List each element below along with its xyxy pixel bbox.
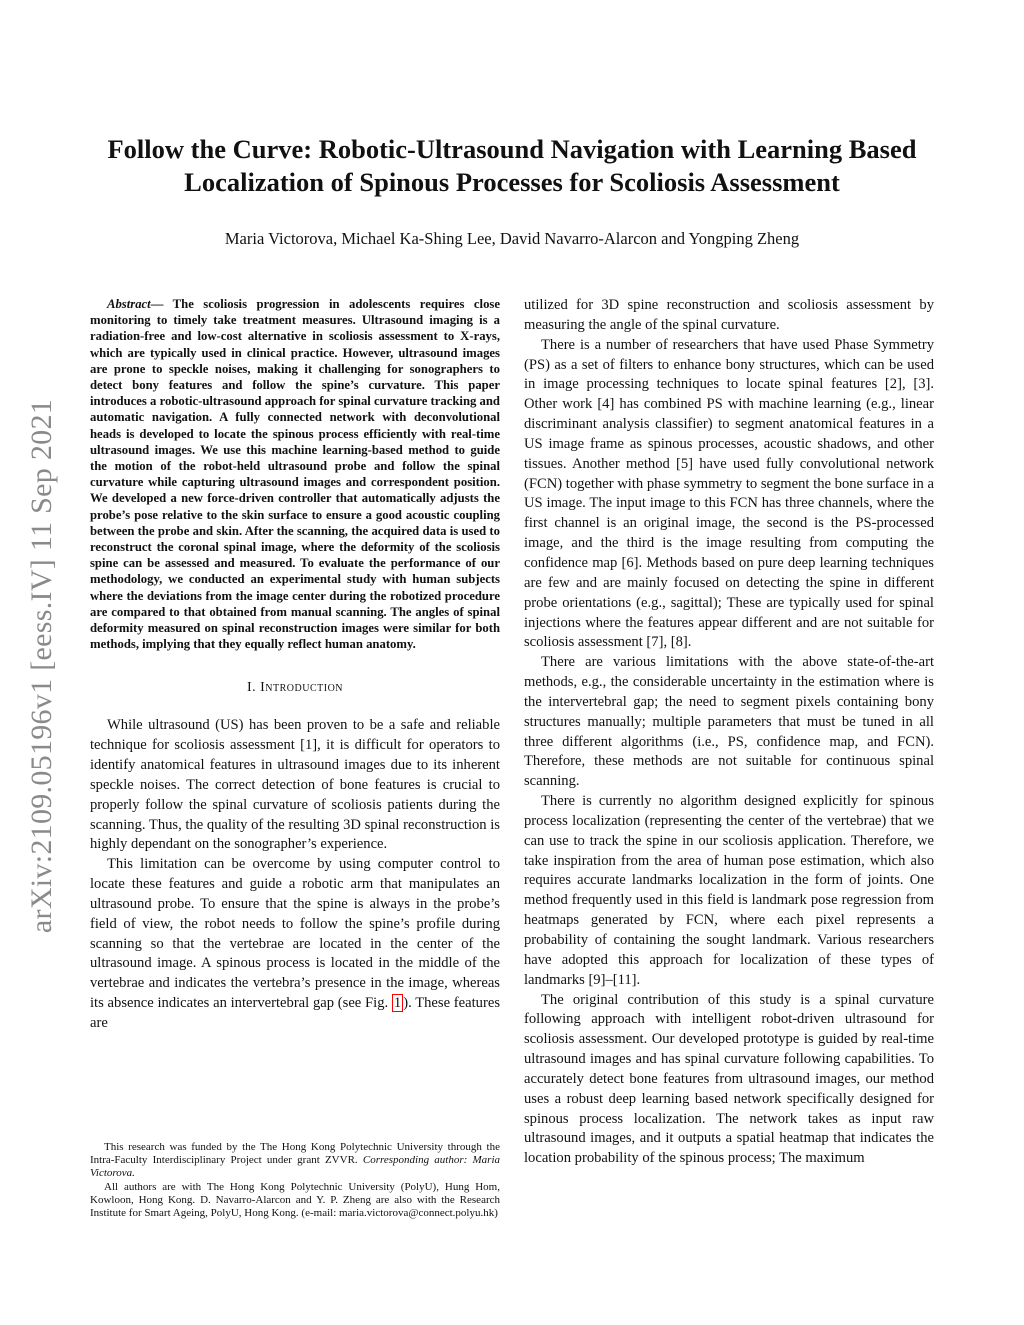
intro-paragraph-2	[90, 855, 500, 1034]
footnotes	[90, 1141, 500, 1220]
arxiv-identifier-text: arXiv:2109.05196v1 [eess.IV] 11 Sep 2021	[25, 398, 58, 934]
right-column	[524, 296, 934, 1169]
section-title: Introduction	[260, 680, 344, 696]
right-paragraph-2: There is a number of researchers that have used Phase Symmetry (PS) as a set of filters to enhance bony structures, which can be used in image processing techniques to locate spinal features [2], [3]. Other work [4] has combined PS with machine learning (e.g., linear discriminant analysis classifier) to segment anatomical features in a US image frame as spinous processes, acoustic shadows, and other tissues. Another method [5] have used fully convolutional network (FCN) together with phase symmetry to segment the bone surface in a US image. The input image to this FCN has three channels, where the first channel is an original image, the second is the PS-processed image, and the third is the image resulting from computing the confidence map [6]. Methods based on pure deep learning techniques are few and are mainly focused on detecting the spine in different probe orientations (e.g., sagittal); These are typically used for spinal injections where the features appear different and are not suitable for scoliosis assessment [7], [8].	[524, 336, 934, 651]
section-heading-introduction	[90, 678, 500, 698]
abstract-label: Abstract	[107, 297, 151, 311]
left-column	[90, 296, 500, 1034]
abstract	[90, 296, 500, 652]
footnote-funding	[90, 1141, 500, 1181]
paper-authors: Maria Victorova, Michael Ka-Shing Lee, David Navarro-Alarcon and Yongping Zheng	[224, 229, 800, 248]
right-paragraph-3: There are various limitations with the above state-of-the-art methods, e.g., the considerable uncertainty in the estimation where is the intervertebral gap; the need to segment pixels containing bony structures manually; multiple parameters that must be tuned in all three different algorithms (i.e., PS, confidence map, and FCN). Therefore, these methods are not suitable for continuous spinal scanning.	[524, 654, 934, 790]
abstract-text: The scoliosis progression in adolescents requires close monitoring to timely take treatment measures. Ultrasound imaging is a radiation-free and low-cost alternative in scoliosis assessment to X-rays, which are typically used in clinical practice. However, ultrasound images are prone to speckle noises, making it challenging for sonographers to detect bony features and follow the spine’s curvature. This paper introduces a robotic-ultrasound approach for spinal curvature tracking and automatic navigation. A fully connected network with deconvolutional heads is developed to locate the spinous process efficiently with real-time ultrasound images. We use this machine learning-based method to guide the motion of the robot-held ultrasound probe and follow the spinal curvature while capturing ultrasound images and correspondent position. We developed a new force-driven controller that automatically adjusts the probe’s pose relative to the skin surface to ensure a good acoustic coupling between the probe and skin. After the scanning, the acquired data is used to reconstruct the coronal spinal image, where the deformity of the scoliosis spine can be assessed and measured. To evaluate the performance of our methodology, we conducted an experimental study with human subjects where the deviations from the image center during the robotized procedure are compared to that obtained from manual scanning. The angles of spinal deformity measured on spinal reconstruction images were similar for both methods, implying that they equally reflect human anatomy.	[90, 297, 500, 652]
paper-title: Follow the Curve: Robotic-Ultrasound Navigation with Learning Based Localization of Spinous Processes for Scoliosis Assessment	[107, 134, 917, 197]
footnote-corresponding-author: Corresponding author: Maria Victorova.	[90, 1154, 500, 1180]
abstract-separator: —	[150, 297, 173, 311]
right-paragraph-1: utilized for 3D spine reconstruction and scoliosis assessment by measuring the angle of the spinal curvature.	[524, 297, 934, 333]
intro-paragraph-1: While ultrasound (US) has been proven to be a safe and reliable technique for scoliosis assessment [1], it is difficult for operators to identify anatomical features in ultrasound images due to its inherent speckle noises. The correct detection of bone features is crucial to properly follow the spinal curvature of scoliosis patients during the scanning. Thus, the quality of the resulting 3D spinal reconstruction is highly dependant on the sonographer’s experience.	[90, 717, 500, 853]
arxiv-identifier	[12, 350, 72, 982]
right-paragraph-4: There is currently no algorithm designed explicitly for spinous process localization (representing the center of the vertebrae) that we can use to track the spine in our scoliosis application. Therefore, we take inspiration from the area of human pose estimation, which also requires accurate landmarks localization in the form of joints. One method frequently used in this field is landmark pose regression from heatmaps generated by FCN, where each pixel represents a probability of containing the sought landmark. Various researchers have adopted this approach for localization of these types of landmarks [9]–[11].	[524, 793, 934, 988]
right-paragraph-5: The original contribution of this study is a spinal curvature following approach with intelligent robot-driven ultrasound for scoliosis assessment. Our developed prototype is guided by real-time ultrasound images and has spinal curvature following capabilities. To accurately detect bone features from ultrasound images, our method uses a robust deep learning based network specifically designed for spinous process localization. The network takes as input raw ultrasound images, and it outputs a spatial heatmap that indicates the location probability of the spinous process; The maximum	[524, 991, 934, 1167]
intro-paragraph-2-tail: ). These features are	[90, 995, 500, 1031]
intro-paragraph-2-text: This limitation can be overcome by using computer control to locate these features and guide a robotic arm that manipulates an ultrasound probe. To ensure that the spine is always in the probe’s field of view, the robot needs to follow the spine’s profile during scanning so that the vertebrae are located in the center of the ultrasound image. A spinous process is located in the middle of the vertebrae and indicates the vertebra’s presence in the image, whereas its absence indicates an intervertebral gap (see Fig.	[90, 856, 500, 1012]
footnote-affiliations: All authors are with The Hong Kong Polytechnic University (PolyU), Hung Hom, Kowloon, Hong Kong. D. Navarro-Alarcon and Y. P. Zheng are also with the Research Institute for Smart Ageing, PolyU, Hong Kong. (e-mail: maria.victorova@connect.polyu.hk)	[90, 1180, 500, 1220]
section-number: I.	[246, 680, 257, 696]
figure-reference-link[interactable]: 1	[393, 995, 402, 1012]
footnote-funding-text: This research was funded by the The Hong Kong Polytechnic University through the Intra-Faculty Interdisciplinary Project under grant ZVVR.	[90, 1141, 500, 1167]
